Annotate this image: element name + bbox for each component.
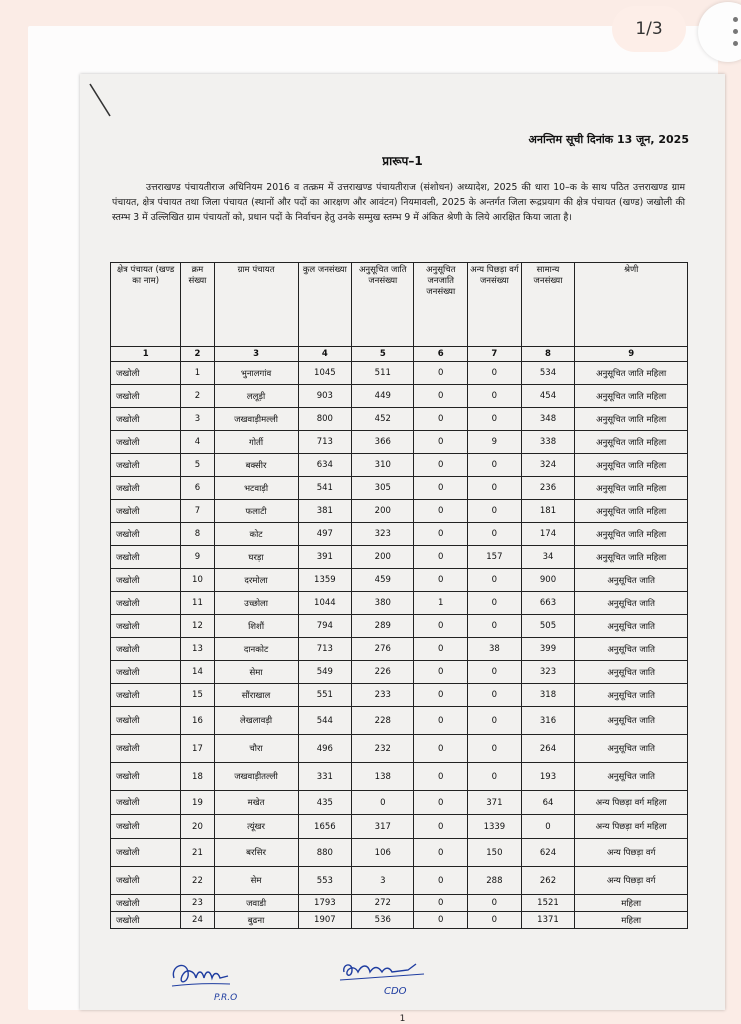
- cell-obc: 157: [468, 546, 522, 569]
- cell-sc: 449: [352, 385, 414, 408]
- reservation-table: [110, 262, 688, 929]
- cell-obc: 0: [468, 477, 522, 500]
- cell-block: जखोली: [111, 385, 181, 408]
- cell-obc: 0: [468, 362, 522, 385]
- cell-obc: 1339: [468, 815, 522, 839]
- cell-village: सेम: [214, 867, 298, 895]
- cell-sn: 3: [181, 408, 214, 431]
- cell-general: 900: [521, 569, 575, 592]
- cell-village: सेमा: [214, 661, 298, 684]
- cell-total: 1907: [298, 912, 352, 929]
- column-header: क्रम संख्या: [181, 263, 214, 347]
- cell-total: 634: [298, 454, 352, 477]
- column-number-cell: 4: [298, 347, 352, 362]
- cell-general: 262: [521, 867, 575, 895]
- cell-block: जखोली: [111, 839, 181, 867]
- column-number-cell: 6: [414, 347, 468, 362]
- cell-block: जखोली: [111, 684, 181, 707]
- cell-st: 0: [414, 362, 468, 385]
- cell-category: अन्य पिछड़ा वर्ग महिला: [575, 815, 688, 839]
- cell-sc: 200: [352, 500, 414, 523]
- cell-sc: 366: [352, 431, 414, 454]
- cell-total: 800: [298, 408, 352, 431]
- cell-obc: 0: [468, 500, 522, 523]
- cell-category: अनुसूचित जाति महिला: [575, 454, 688, 477]
- cell-sn: 9: [181, 546, 214, 569]
- cell-total: 713: [298, 431, 352, 454]
- pdf-viewer-canvas[interactable]: [28, 26, 718, 1024]
- cell-obc: 9: [468, 431, 522, 454]
- cell-sc: 289: [352, 615, 414, 638]
- cell-category: अनुसूचित जाति महिला: [575, 546, 688, 569]
- cell-village: उच्छोला: [214, 592, 298, 615]
- cell-st: 0: [414, 839, 468, 867]
- cell-block: जखोली: [111, 500, 181, 523]
- cell-sc: 317: [352, 815, 414, 839]
- cell-village: जखवाड़ीमल्ली: [214, 408, 298, 431]
- table-row: [111, 684, 688, 707]
- cell-sn: 23: [181, 895, 214, 912]
- cell-general: 264: [521, 735, 575, 763]
- cell-category: अनुसूचित जाति महिला: [575, 408, 688, 431]
- cell-category: अनुसूचित जाति: [575, 569, 688, 592]
- table-row: [111, 408, 688, 431]
- cell-block: जखोली: [111, 791, 181, 815]
- cell-sn: 7: [181, 500, 214, 523]
- cell-sn: 19: [181, 791, 214, 815]
- cell-sc: 536: [352, 912, 414, 929]
- cell-total: 391: [298, 546, 352, 569]
- page-indicator: 1/3: [612, 6, 686, 52]
- table-row: [111, 707, 688, 735]
- cell-category: अनुसूचित जाति महिला: [575, 523, 688, 546]
- cell-st: 0: [414, 661, 468, 684]
- cell-obc: 0: [468, 735, 522, 763]
- cell-category: अनुसूचित जाति महिला: [575, 362, 688, 385]
- cell-sn: 20: [181, 815, 214, 839]
- cell-block: जखोली: [111, 735, 181, 763]
- column-number-cell: 5: [352, 347, 414, 362]
- cell-sc: 233: [352, 684, 414, 707]
- cell-village: चौरा: [214, 735, 298, 763]
- table-row: [111, 454, 688, 477]
- cell-category: अनुसूचित जाति महिला: [575, 385, 688, 408]
- cell-block: जखोली: [111, 867, 181, 895]
- cell-category: महिला: [575, 895, 688, 912]
- column-number-cell: 9: [575, 347, 688, 362]
- cell-sn: 2: [181, 385, 214, 408]
- cell-sc: 106: [352, 839, 414, 867]
- cell-village: बक्सीर: [214, 454, 298, 477]
- cell-sc: 310: [352, 454, 414, 477]
- pen-stroke-mark: [88, 80, 114, 120]
- cell-category: अनुसूचित जाति: [575, 638, 688, 661]
- cell-general: 505: [521, 615, 575, 638]
- cell-sc: 511: [352, 362, 414, 385]
- cell-village: दानकोट: [214, 638, 298, 661]
- cell-total: 1793: [298, 895, 352, 912]
- column-number-cell: 2: [181, 347, 214, 362]
- cell-general: 399: [521, 638, 575, 661]
- cell-st: 0: [414, 735, 468, 763]
- cell-village: त्यूंखर: [214, 815, 298, 839]
- cell-st: 0: [414, 385, 468, 408]
- column-header: ग्राम पंचायत: [214, 263, 298, 347]
- cell-total: 381: [298, 500, 352, 523]
- cell-category: अनुसूचित जाति: [575, 615, 688, 638]
- column-number-cell: 3: [214, 347, 298, 362]
- cell-sn: 11: [181, 592, 214, 615]
- table-row: [111, 815, 688, 839]
- cell-obc: 0: [468, 569, 522, 592]
- cell-total: 1045: [298, 362, 352, 385]
- column-header: अन्य पिछड़ा वर्ग जनसंख्या: [468, 263, 522, 347]
- cell-village: बरसिर: [214, 839, 298, 867]
- cell-st: 0: [414, 791, 468, 815]
- cell-obc: 0: [468, 912, 522, 929]
- cell-st: 0: [414, 912, 468, 929]
- cell-sc: 138: [352, 763, 414, 791]
- table-row: [111, 431, 688, 454]
- cell-category: अनुसूचित जाति महिला: [575, 477, 688, 500]
- cell-sc: 232: [352, 735, 414, 763]
- cell-total: 541: [298, 477, 352, 500]
- cell-total: 544: [298, 707, 352, 735]
- form-title: प्रारूप–1: [382, 154, 423, 168]
- cell-total: 903: [298, 385, 352, 408]
- cell-obc: 0: [468, 615, 522, 638]
- cell-village: शिशौं: [214, 615, 298, 638]
- cell-village: जवाडी: [214, 895, 298, 912]
- cell-block: जखोली: [111, 815, 181, 839]
- cell-sc: 272: [352, 895, 414, 912]
- cell-block: जखोली: [111, 638, 181, 661]
- cell-obc: 0: [468, 895, 522, 912]
- cell-st: 0: [414, 867, 468, 895]
- signature-pro-text: P.R.O: [214, 993, 238, 1003]
- cell-general: 0: [521, 815, 575, 839]
- cell-village: ललूड़ी: [214, 385, 298, 408]
- cell-sc: 3: [352, 867, 414, 895]
- table-row: [111, 385, 688, 408]
- cell-st: 0: [414, 477, 468, 500]
- scanned-page: [80, 74, 725, 1024]
- column-number-cell: 7: [468, 347, 522, 362]
- cell-block: जखोली: [111, 707, 181, 735]
- table-row: [111, 895, 688, 912]
- cell-sn: 4: [181, 431, 214, 454]
- cell-st: 0: [414, 431, 468, 454]
- cell-general: 181: [521, 500, 575, 523]
- cell-obc: 0: [468, 523, 522, 546]
- cell-block: जखोली: [111, 569, 181, 592]
- column-header: सामान्य जनसंख्या: [521, 263, 575, 347]
- cell-obc: 0: [468, 385, 522, 408]
- cell-obc: 0: [468, 592, 522, 615]
- cell-general: 624: [521, 839, 575, 867]
- cell-total: 1359: [298, 569, 352, 592]
- cell-sc: 323: [352, 523, 414, 546]
- cell-st: 1: [414, 592, 468, 615]
- cell-category: अनुसूचित जाति: [575, 684, 688, 707]
- cell-sn: 24: [181, 912, 214, 929]
- cell-obc: 0: [468, 707, 522, 735]
- cell-block: जखोली: [111, 477, 181, 500]
- table-row: [111, 763, 688, 791]
- cell-st: 0: [414, 408, 468, 431]
- cell-village: मखेत: [214, 791, 298, 815]
- cell-village: सौंराखाल: [214, 684, 298, 707]
- signature-cdo-text: CDO: [384, 986, 407, 997]
- cell-sn: 6: [181, 477, 214, 500]
- cell-st: 0: [414, 763, 468, 791]
- cell-category: अनुसूचित जाति: [575, 707, 688, 735]
- cell-category: अन्य पिछड़ा वर्ग महिला: [575, 791, 688, 815]
- table-row: [111, 592, 688, 615]
- cell-general: 174: [521, 523, 575, 546]
- cell-obc: 288: [468, 867, 522, 895]
- cell-village: दरमोला: [214, 569, 298, 592]
- cell-general: 338: [521, 431, 575, 454]
- column-header: अनुसूचित जनजाति जनसंख्या: [414, 263, 468, 347]
- table-row: [111, 500, 688, 523]
- cell-total: 435: [298, 791, 352, 815]
- column-header: कुल जनसंख्या: [298, 263, 352, 347]
- cell-general: 34: [521, 546, 575, 569]
- cell-general: 193: [521, 763, 575, 791]
- cell-village: फलाटी: [214, 500, 298, 523]
- table-row: [111, 735, 688, 763]
- cell-block: जखोली: [111, 912, 181, 929]
- table-row: [111, 362, 688, 385]
- cell-total: 1656: [298, 815, 352, 839]
- cell-category: महिला: [575, 912, 688, 929]
- cell-general: 323: [521, 661, 575, 684]
- cell-category: अनुसूचित जाति: [575, 735, 688, 763]
- cell-block: जखोली: [111, 546, 181, 569]
- cell-sc: 452: [352, 408, 414, 431]
- cell-village: बुढना: [214, 912, 298, 929]
- signature-cdo: [338, 956, 428, 1002]
- cell-total: 496: [298, 735, 352, 763]
- cell-sn: 1: [181, 362, 214, 385]
- cell-sn: 15: [181, 684, 214, 707]
- cell-category: अनुसूचित जाति: [575, 661, 688, 684]
- cell-total: 551: [298, 684, 352, 707]
- cell-sc: 305: [352, 477, 414, 500]
- table-row: [111, 839, 688, 867]
- cell-total: 549: [298, 661, 352, 684]
- cell-block: जखोली: [111, 408, 181, 431]
- cell-block: जखोली: [111, 454, 181, 477]
- cell-st: 0: [414, 615, 468, 638]
- cell-sn: 22: [181, 867, 214, 895]
- column-header: अनुसूचित जाति जनसंख्या: [352, 263, 414, 347]
- cell-sn: 10: [181, 569, 214, 592]
- cell-sn: 21: [181, 839, 214, 867]
- cell-general: 1521: [521, 895, 575, 912]
- cell-block: जखोली: [111, 895, 181, 912]
- cell-obc: 0: [468, 763, 522, 791]
- intro-paragraph: उत्तराखण्ड पंचायतीराज अधिनियम 2016 व तत्क्रम में उत्तराखण्ड पंचायतीराज (संशोधन) अध्यादेश, 2025 की धारा 10–क के साथ पठित उत्तराखण्ड ग्राम पंचायत, क्षेत्र पंचायत तथा जिला पंचायत (स्थानों और पदों का आरक्षण और आवंटन) नियमावली, 2025 के अन्तर्गत जिला रूद्रप्रयाग की क्षेत्र पंचायत (खण्ड) जखोली की स्तम्भ 3 में उल्लिखित ग्राम पंचायतों को, प्रधान पदों के निर्वाचन हेतु उनके सम्मुख स्तम्भ 9 में अंकित श्रेणी के लिये आरक्षित किया जाता है।: [112, 182, 685, 223]
- cell-obc: 38: [468, 638, 522, 661]
- column-number-row: [111, 347, 688, 362]
- cell-block: जखोली: [111, 615, 181, 638]
- cell-block: जखोली: [111, 763, 181, 791]
- cell-village: जखवाड़ीतल्ली: [214, 763, 298, 791]
- cell-obc: 0: [468, 408, 522, 431]
- cell-sn: 13: [181, 638, 214, 661]
- table-row: [111, 523, 688, 546]
- cell-st: 0: [414, 523, 468, 546]
- cell-general: 318: [521, 684, 575, 707]
- cell-total: 794: [298, 615, 352, 638]
- cell-st: 0: [414, 638, 468, 661]
- column-number-cell: 1: [111, 347, 181, 362]
- cell-category: अनुसूचित जाति: [575, 763, 688, 791]
- cell-village: भुनालगांव: [214, 362, 298, 385]
- cell-total: 713: [298, 638, 352, 661]
- cell-sn: 12: [181, 615, 214, 638]
- cell-sc: 0: [352, 791, 414, 815]
- cell-sn: 5: [181, 454, 214, 477]
- cell-general: 348: [521, 408, 575, 431]
- cell-sc: 200: [352, 546, 414, 569]
- cell-block: जखोली: [111, 523, 181, 546]
- cell-village: गोर्ती: [214, 431, 298, 454]
- cell-general: 324: [521, 454, 575, 477]
- column-header: क्षेत्र पंचायत (खण्ड का नाम): [111, 263, 181, 347]
- cell-category: अनुसूचित जाति महिला: [575, 500, 688, 523]
- cell-sc: 226: [352, 661, 414, 684]
- cell-block: जखोली: [111, 592, 181, 615]
- page-number: 1: [399, 1014, 406, 1024]
- table-row: [111, 546, 688, 569]
- signature-pro: [168, 956, 248, 1006]
- cell-block: जखोली: [111, 661, 181, 684]
- cell-obc: 150: [468, 839, 522, 867]
- table-header-row: [111, 263, 688, 347]
- cell-sn: 16: [181, 707, 214, 735]
- cell-obc: 0: [468, 454, 522, 477]
- cell-st: 0: [414, 707, 468, 735]
- cell-category: अनुसूचित जाति महिला: [575, 431, 688, 454]
- cell-total: 880: [298, 839, 352, 867]
- cell-category: अन्य पिछड़ा वर्ग: [575, 867, 688, 895]
- table-row: [111, 615, 688, 638]
- list-date: अनन्तिम सूची दिनांक 13 जून, 2025: [528, 133, 689, 146]
- cell-block: जखोली: [111, 362, 181, 385]
- cell-general: 64: [521, 791, 575, 815]
- cell-village: कोट: [214, 523, 298, 546]
- cell-block: जखोली: [111, 431, 181, 454]
- table-row: [111, 867, 688, 895]
- table-row: [111, 569, 688, 592]
- cell-general: 663: [521, 592, 575, 615]
- cell-st: 0: [414, 684, 468, 707]
- cell-obc: 371: [468, 791, 522, 815]
- cell-category: अनुसूचित जाति: [575, 592, 688, 615]
- column-number-cell: 8: [521, 347, 575, 362]
- cell-total: 1044: [298, 592, 352, 615]
- cell-st: 0: [414, 500, 468, 523]
- table-row: [111, 661, 688, 684]
- cell-st: 0: [414, 546, 468, 569]
- cell-village: भटवाड़ी: [214, 477, 298, 500]
- table-row: [111, 912, 688, 929]
- column-header: श्रेणी: [575, 263, 688, 347]
- cell-sc: 459: [352, 569, 414, 592]
- cell-general: 236: [521, 477, 575, 500]
- cell-sc: 380: [352, 592, 414, 615]
- cell-st: 0: [414, 815, 468, 839]
- cell-st: 0: [414, 895, 468, 912]
- cell-category: अन्य पिछड़ा वर्ग: [575, 839, 688, 867]
- cell-village: घरड़ा: [214, 546, 298, 569]
- cell-sc: 276: [352, 638, 414, 661]
- table-row: [111, 477, 688, 500]
- cell-total: 331: [298, 763, 352, 791]
- cell-obc: 0: [468, 661, 522, 684]
- cell-st: 0: [414, 569, 468, 592]
- cell-obc: 0: [468, 684, 522, 707]
- cell-sn: 18: [181, 763, 214, 791]
- cell-village: लेखलावड़ी: [214, 707, 298, 735]
- cell-total: 497: [298, 523, 352, 546]
- cell-sn: 14: [181, 661, 214, 684]
- cell-general: 454: [521, 385, 575, 408]
- cell-general: 1371: [521, 912, 575, 929]
- cell-sc: 228: [352, 707, 414, 735]
- cell-sn: 17: [181, 735, 214, 763]
- cell-total: 553: [298, 867, 352, 895]
- cell-sn: 8: [181, 523, 214, 546]
- cell-general: 316: [521, 707, 575, 735]
- table-row: [111, 791, 688, 815]
- cell-st: 0: [414, 454, 468, 477]
- cell-general: 534: [521, 362, 575, 385]
- table-row: [111, 638, 688, 661]
